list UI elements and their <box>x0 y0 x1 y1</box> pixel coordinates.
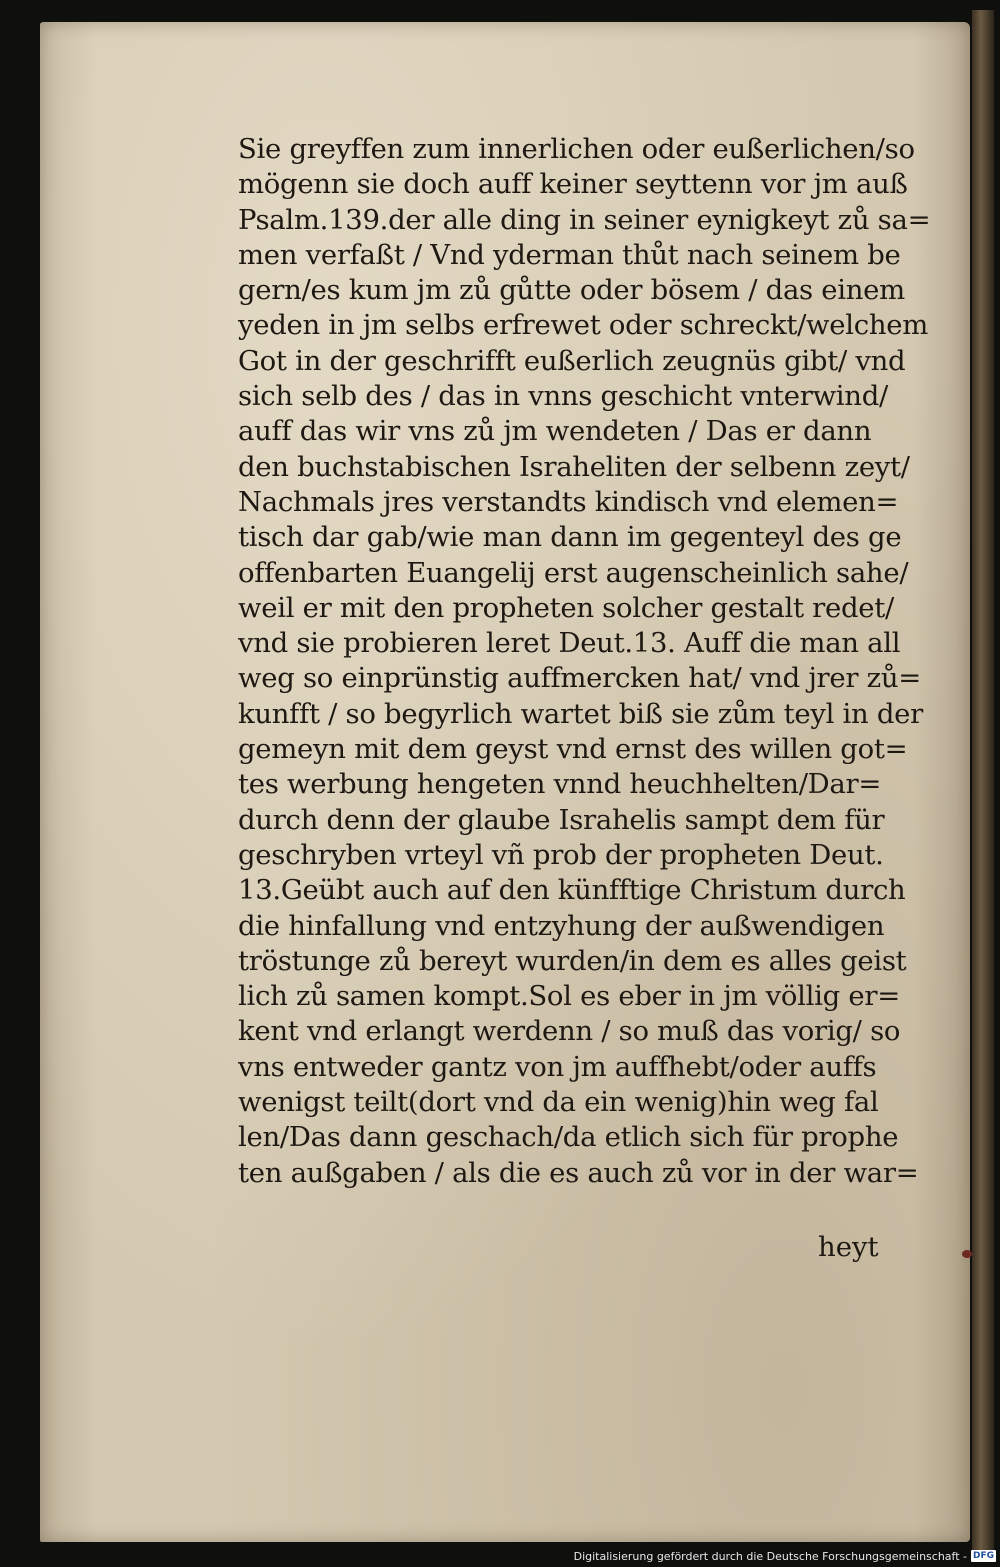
text-line: gern/es kum jm zů gůtte oder bösem / das einem <box>238 274 905 307</box>
text-line: Nachmals jres verstandts kindisch vnd elemen= <box>238 485 899 518</box>
text-line: tes werbung hengeten vnnd heuchhelten/Dar= <box>238 768 882 801</box>
dfg-logo: DFG <box>972 1551 994 1561</box>
text-line: gemeyn mit dem geyst vnd ernst des willen got= <box>238 733 908 766</box>
book-spine-edge <box>972 10 994 1550</box>
text-line: Psalm.139.der alle ding in seiner eynigkeyt zů sa= <box>238 203 931 236</box>
text-line: durch denn der glaube Israhelis sampt dem für <box>238 803 885 836</box>
page-text-block <box>238 132 938 1191</box>
text-line: lich zů samen kompt.Sol es eber in jm völlig er= <box>238 980 900 1013</box>
text-line: tisch dar gab/wie man dann im gegenteyl des ge <box>238 521 902 554</box>
text-line: vns entweder gantz von jm auffhebt/oder auffs <box>238 1050 877 1083</box>
text-line: mögenn sie doch auff keiner seyttenn vor jm auß <box>238 168 908 201</box>
text-line: Got in der geschrifft eußerlich zeugnüs gibt/ vnd <box>238 344 906 377</box>
text-line: weil er mit den propheten solcher gestalt redet/ <box>238 591 894 624</box>
text-line: Sie greyffen zum innerlichen oder eußerlichen/so <box>238 133 915 165</box>
footer-credit-text: Digitalisierung gefördert durch die Deutsche Forschungsgemeinschaft - <box>573 1549 967 1563</box>
text-line: 13.Geübt auch auf den künfftige Christum durch <box>238 874 906 907</box>
text-line: die hinfallung vnd entzyhung der außwendigen <box>238 909 885 942</box>
text-line: kent vnd erlangt werdenn / so muß das vorig/ so <box>238 1015 901 1048</box>
text-line: offenbarten Euangelij erst augenscheinlich sahe/ <box>238 556 909 589</box>
text-line: sich selb des / das in vnns geschicht vnterwind/ <box>238 380 888 413</box>
text-line: yeden in jm selbs erfrewet oder schreckt/welchem <box>238 309 929 342</box>
text-line: len/Das dann geschach/da etlich sich für prophe <box>238 1121 899 1154</box>
text-line: den buchstabischen Israheliten der selbenn zeyt/ <box>238 450 910 483</box>
text-line: vnd sie probieren leret Deut.13. Auff die man all <box>238 627 901 660</box>
text-line: geschryben vrteyl vñ prob der propheten Deut. <box>238 838 884 871</box>
margin-mark-icon <box>962 1250 972 1258</box>
catchword: heyt <box>818 1231 879 1263</box>
text-line: tröstunge zů bereyt wurden/in dem es alles geist <box>238 944 907 977</box>
text-line: weg so einprünstig auffmercken hat/ vnd jrer zů= <box>238 662 922 695</box>
text-line: ten außgaben / als die es auch zů vor in der war= <box>238 1156 919 1189</box>
text-line: auff das wir vns zů jm wendeten / Das er dann <box>238 415 872 448</box>
text-line: wenigst teilt(dort vnd da ein wenig)hin weg fal <box>238 1086 879 1119</box>
text-line: men verfaßt / Vnd yderman thůt nach seinem be <box>238 238 901 271</box>
text-line: kunfft / so begyrlich wartet biß sie zům teyl in der <box>238 697 923 730</box>
digitization-footer <box>574 1548 996 1564</box>
